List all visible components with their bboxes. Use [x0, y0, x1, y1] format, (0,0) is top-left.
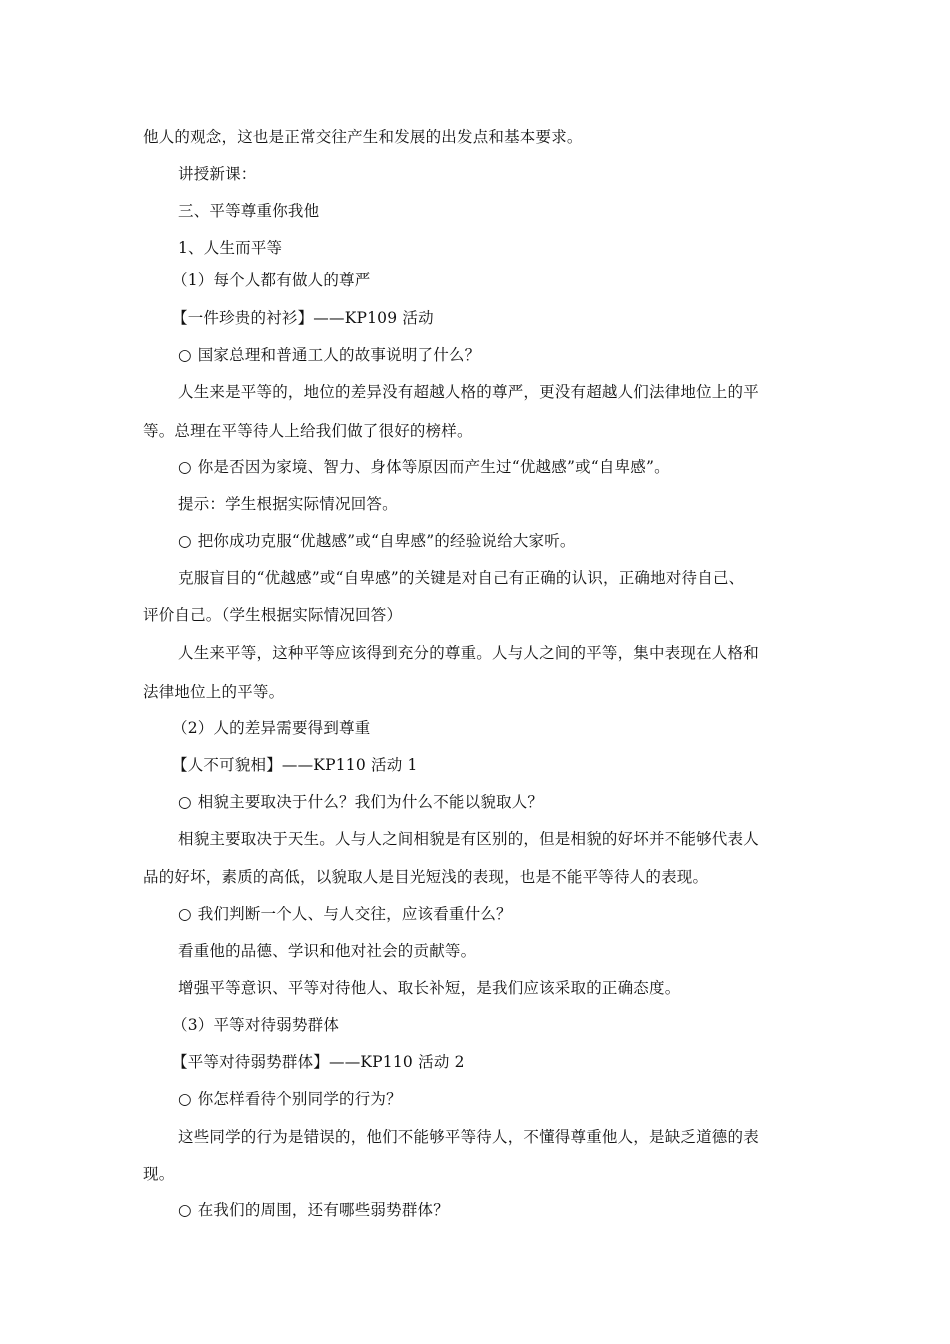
activity-title: 【平等对待弱势群体】——KP110 活动 2 — [172, 1053, 465, 1071]
text-line: 人生来平等，这种平等应该得到充分的尊重。人与人之间的平等，集中表现在人格和 — [178, 644, 759, 662]
activity-title: 【人不可貌相】——KP110 活动 1 — [172, 756, 418, 774]
question-text: 相貌主要取决于什么？我们为什么不能以貌取人？ — [197, 793, 544, 811]
circle-bullet-icon: ○ — [178, 458, 192, 476]
circle-bullet-icon: ○ — [178, 905, 192, 923]
question-text: 在我们的周围，还有哪些弱势群体？ — [197, 1201, 449, 1219]
text-line: 相貌主要取决于天生。人与人之间相貌是有区别的，但是相貌的好坏并不能够代表人 — [178, 830, 759, 848]
circle-bullet-icon: ○ — [178, 793, 192, 811]
text-line: 增强平等意识、平等对待他人、取长补短，是我们应该采取的正确态度。 — [178, 979, 681, 997]
question-item — [178, 1199, 449, 1221]
question-item — [178, 344, 480, 366]
section-heading: 三、平等尊重你我他 — [178, 202, 320, 220]
question-text: 你怎样看待个别同学的行为？ — [197, 1090, 402, 1108]
circle-bullet-icon: ○ — [178, 346, 192, 364]
question-item — [178, 456, 670, 478]
text-line: 等。总理在平等待人上给我们做了很好的榜样。 — [143, 422, 473, 440]
question-item — [178, 791, 543, 813]
text-line: 讲授新课： — [178, 165, 257, 183]
subsection-heading: （1）每个人都有做人的尊严 — [172, 271, 371, 289]
text-line: 现。 — [143, 1165, 175, 1183]
text-line: 提示：学生根据实际情况回答。 — [178, 495, 398, 513]
question-item — [178, 1088, 402, 1110]
text-line: 这些同学的行为是错误的，他们不能够平等待人，不懂得尊重他人，是缺乏道德的表 — [178, 1128, 759, 1146]
circle-bullet-icon: ○ — [178, 1090, 192, 1108]
text-line: 看重他的品德、学识和他对社会的贡献等。 — [178, 942, 477, 960]
circle-bullet-icon: ○ — [178, 1201, 192, 1219]
question-item — [178, 530, 576, 552]
subsection-heading: （3）平等对待弱势群体 — [172, 1016, 340, 1034]
subsection-heading: （2）人的差异需要得到尊重 — [172, 719, 371, 737]
question-text: 把你成功克服“优越感”或“自卑感”的经验说给大家听。 — [197, 532, 576, 550]
question-text: 我们判断一个人、与人交往，应该看重什么？ — [197, 905, 512, 923]
question-item — [178, 903, 512, 925]
subsection-heading: 1、人生而平等 — [178, 239, 283, 257]
text-line: 克服盲目的“优越感”或“自卑感”的关键是对自己有正确的认识，正确地对待自己、 — [178, 569, 745, 587]
text-line: 评价自己。（学生根据实际情况回答） — [143, 606, 403, 624]
text-line: 他人的观念，这也是正常交往产生和发展的出发点和基本要求。 — [143, 128, 583, 146]
text-line: 法律地位上的平等。 — [143, 683, 285, 701]
text-line: 人生来是平等的，地位的差异没有超越人格的尊严，更没有超越人们法律地位上的平 — [178, 383, 759, 401]
circle-bullet-icon: ○ — [178, 532, 192, 550]
question-text: 你是否因为家境、智力、身体等原因而产生过“优越感”或“自卑感”。 — [197, 458, 670, 476]
activity-title: 【一件珍贵的衬衫】——KP109 活动 — [172, 309, 434, 327]
question-text: 国家总理和普通工人的故事说明了什么？ — [197, 346, 481, 364]
text-line: 品的好坏，素质的高低，以貌取人是目光短浅的表现，也是不能平等待人的表现。 — [143, 868, 709, 886]
